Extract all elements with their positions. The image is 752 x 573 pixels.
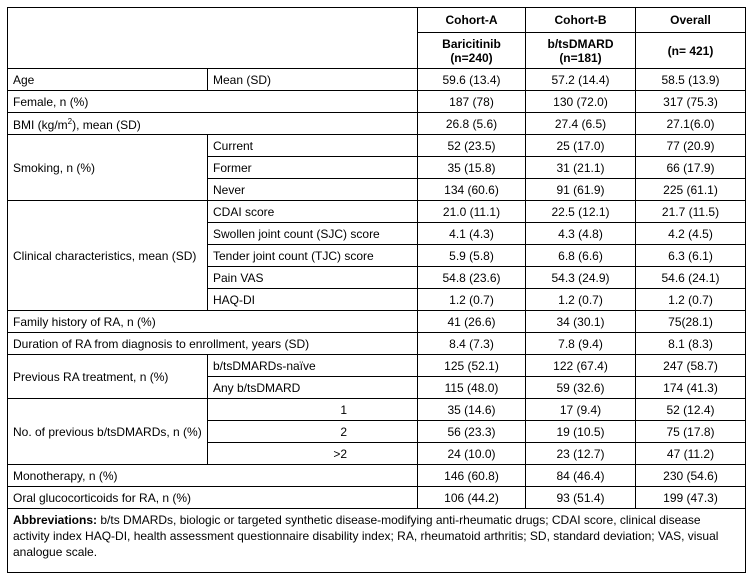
cohort-b-value: 27.4 (6.5) (526, 113, 636, 135)
cohort-a-value: 5.9 (5.8) (418, 245, 526, 267)
table-row-previous-naive (8, 355, 746, 377)
row-sublabel: Pain VAS (208, 267, 418, 289)
cohort-b-value: 19 (10.5) (526, 421, 636, 443)
bmi-label-sup: 2 (67, 117, 73, 126)
cohort-b-value: 59 (32.6) (526, 377, 636, 399)
overall-value: 225 (61.1) (636, 179, 746, 201)
row-sublabel: 1 (208, 399, 418, 421)
row-label: Family history of RA, n (%) (8, 311, 418, 333)
cohort-a-value: 1.2 (0.7) (418, 289, 526, 311)
row-sublabel: Never (208, 179, 418, 201)
table-row-female (8, 91, 746, 113)
cohort-b-value: 31 (21.1) (526, 157, 636, 179)
cohort-b-value: 34 (30.1) (526, 311, 636, 333)
overall-header: Overall (636, 8, 746, 33)
overall-value: 75 (17.8) (636, 421, 746, 443)
cohort-a-value: 26.8 (5.6) (418, 113, 526, 135)
table-row-clinical-cdai (8, 201, 746, 223)
cohort-a-value: 115 (48.0) (418, 377, 526, 399)
cohort-b-value: 122 (67.4) (526, 355, 636, 377)
overall-value: 8.1 (8.3) (636, 333, 746, 355)
overall-value: 21.7 (11.5) (636, 201, 746, 223)
cohort-a-value: 41 (26.6) (418, 311, 526, 333)
table-row-footnote (8, 509, 746, 573)
bmi-label-post: ), mean (SD) (72, 118, 141, 132)
cohort-b-value: 4.3 (4.8) (526, 223, 636, 245)
cohort-b-value: 6.8 (6.6) (526, 245, 636, 267)
cohort-b-value: 91 (61.9) (526, 179, 636, 201)
row-label: Age (8, 69, 208, 91)
row-sublabel: >2 (208, 443, 418, 465)
baseline-characteristics-table-container (7, 7, 745, 573)
overall-value: 317 (75.3) (636, 91, 746, 113)
table-row-noprev-1 (8, 399, 746, 421)
cohort-b-value: 1.2 (0.7) (526, 289, 636, 311)
cohort-a-drug: Baricitinib (442, 36, 501, 51)
row-sublabel: Any b/tsDMARD (208, 377, 418, 399)
baseline-characteristics-table (7, 7, 746, 573)
cohort-a-value: 35 (15.8) (418, 157, 526, 179)
overall-subheader: (n= 421) (636, 33, 746, 69)
cohort-a-value: 59.6 (13.4) (418, 69, 526, 91)
table-row-duration (8, 333, 746, 355)
table-row-oral-glucocorticoids (8, 487, 746, 509)
cohort-a-value: 125 (52.1) (418, 355, 526, 377)
cohort-a-value: 54.8 (23.6) (418, 267, 526, 289)
cohort-a-value: 187 (78) (418, 91, 526, 113)
overall-value: 54.6 (24.1) (636, 267, 746, 289)
cohort-a-subheader (418, 33, 526, 69)
row-sublabel: Tender joint count (TJC) score (208, 245, 418, 267)
row-sublabel: Mean (SD) (208, 69, 418, 91)
cohort-b-value: 17 (9.4) (526, 399, 636, 421)
cohort-a-value: 56 (23.3) (418, 421, 526, 443)
overall-value: 1.2 (0.7) (636, 289, 746, 311)
overall-value: 75(28.1) (636, 311, 746, 333)
row-label: Monotherapy, n (%) (8, 465, 418, 487)
bmi-label-pre: BMI (kg/m (13, 118, 68, 132)
row-sublabel: HAQ-DI (208, 289, 418, 311)
cohort-a-value: 52 (23.5) (418, 135, 526, 157)
row-label: Smoking, n (%) (8, 135, 208, 201)
cohort-a-n: (n=240) (450, 50, 493, 65)
abbreviations-footnote (8, 509, 746, 573)
cohort-b-drug: b/tsDMARD (547, 36, 614, 51)
cohort-b-value: 22.5 (12.1) (526, 201, 636, 223)
cohort-b-value: 130 (72.0) (526, 91, 636, 113)
header-row-1 (8, 8, 746, 33)
cohort-b-value: 25 (17.0) (526, 135, 636, 157)
cohort-a-value: 106 (44.2) (418, 487, 526, 509)
row-label: Duration of RA from diagnosis to enrollment, years (SD) (8, 333, 418, 355)
cohort-b-value: 57.2 (14.4) (526, 69, 636, 91)
overall-value: 230 (54.6) (636, 465, 746, 487)
abbreviations-text: b/ts DMARDs, biologic or targeted synthetic disease-modifying anti-rheumatic drugs; CDAI score, clinical disease activity index HAQ-DI, health assessment questionnaire disability index; RA, rheumatoid arthritis; SD, standard deviation; VAS, visual analogue scale. (13, 513, 719, 559)
cohort-a-value: 8.4 (7.3) (418, 333, 526, 355)
cohort-a-value: 24 (10.0) (418, 443, 526, 465)
overall-value: 4.2 (4.5) (636, 223, 746, 245)
overall-value: 6.3 (6.1) (636, 245, 746, 267)
cohort-a-header: Cohort-A (418, 8, 526, 33)
header-blank-cell (8, 8, 418, 69)
table-row-bmi (8, 113, 746, 135)
row-label (8, 113, 418, 135)
cohort-a-value: 4.1 (4.3) (418, 223, 526, 245)
cohort-a-value: 134 (60.6) (418, 179, 526, 201)
cohort-b-header: Cohort-B (526, 8, 636, 33)
table-row-smoking-current (8, 135, 746, 157)
overall-value: 66 (17.9) (636, 157, 746, 179)
overall-value: 58.5 (13.9) (636, 69, 746, 91)
row-label: Clinical characteristics, mean (SD) (8, 201, 208, 311)
cohort-b-value: 54.3 (24.9) (526, 267, 636, 289)
row-sublabel: Current (208, 135, 418, 157)
cohort-b-value: 7.8 (9.4) (526, 333, 636, 355)
cohort-b-subheader (526, 33, 636, 69)
table-row-age (8, 69, 746, 91)
row-sublabel: 2 (208, 421, 418, 443)
row-label: Previous RA treatment, n (%) (8, 355, 208, 399)
row-label: No. of previous b/tsDMARDs, n (%) (8, 399, 208, 465)
row-sublabel: Swollen joint count (SJC) score (208, 223, 418, 245)
cohort-a-value: 35 (14.6) (418, 399, 526, 421)
overall-value: 199 (47.3) (636, 487, 746, 509)
cohort-a-value: 146 (60.8) (418, 465, 526, 487)
table-row-monotherapy (8, 465, 746, 487)
row-label: Female, n (%) (8, 91, 418, 113)
cohort-b-value: 84 (46.4) (526, 465, 636, 487)
overall-value: 77 (20.9) (636, 135, 746, 157)
cohort-a-value: 21.0 (11.1) (418, 201, 526, 223)
row-label: Oral glucocorticoids for RA, n (%) (8, 487, 418, 509)
abbreviations-heading: Abbreviations: (13, 513, 98, 527)
row-sublabel: b/tsDMARDs-naïve (208, 355, 418, 377)
overall-value: 247 (58.7) (636, 355, 746, 377)
cohort-b-n: (n=181) (559, 50, 602, 65)
row-sublabel: CDAI score (208, 201, 418, 223)
row-sublabel: Former (208, 157, 418, 179)
overall-value: 47 (11.2) (636, 443, 746, 465)
cohort-b-value: 93 (51.4) (526, 487, 636, 509)
overall-value: 27.1(6.0) (636, 113, 746, 135)
overall-value: 52 (12.4) (636, 399, 746, 421)
overall-value: 174 (41.3) (636, 377, 746, 399)
table-row-family-history (8, 311, 746, 333)
cohort-b-value: 23 (12.7) (526, 443, 636, 465)
